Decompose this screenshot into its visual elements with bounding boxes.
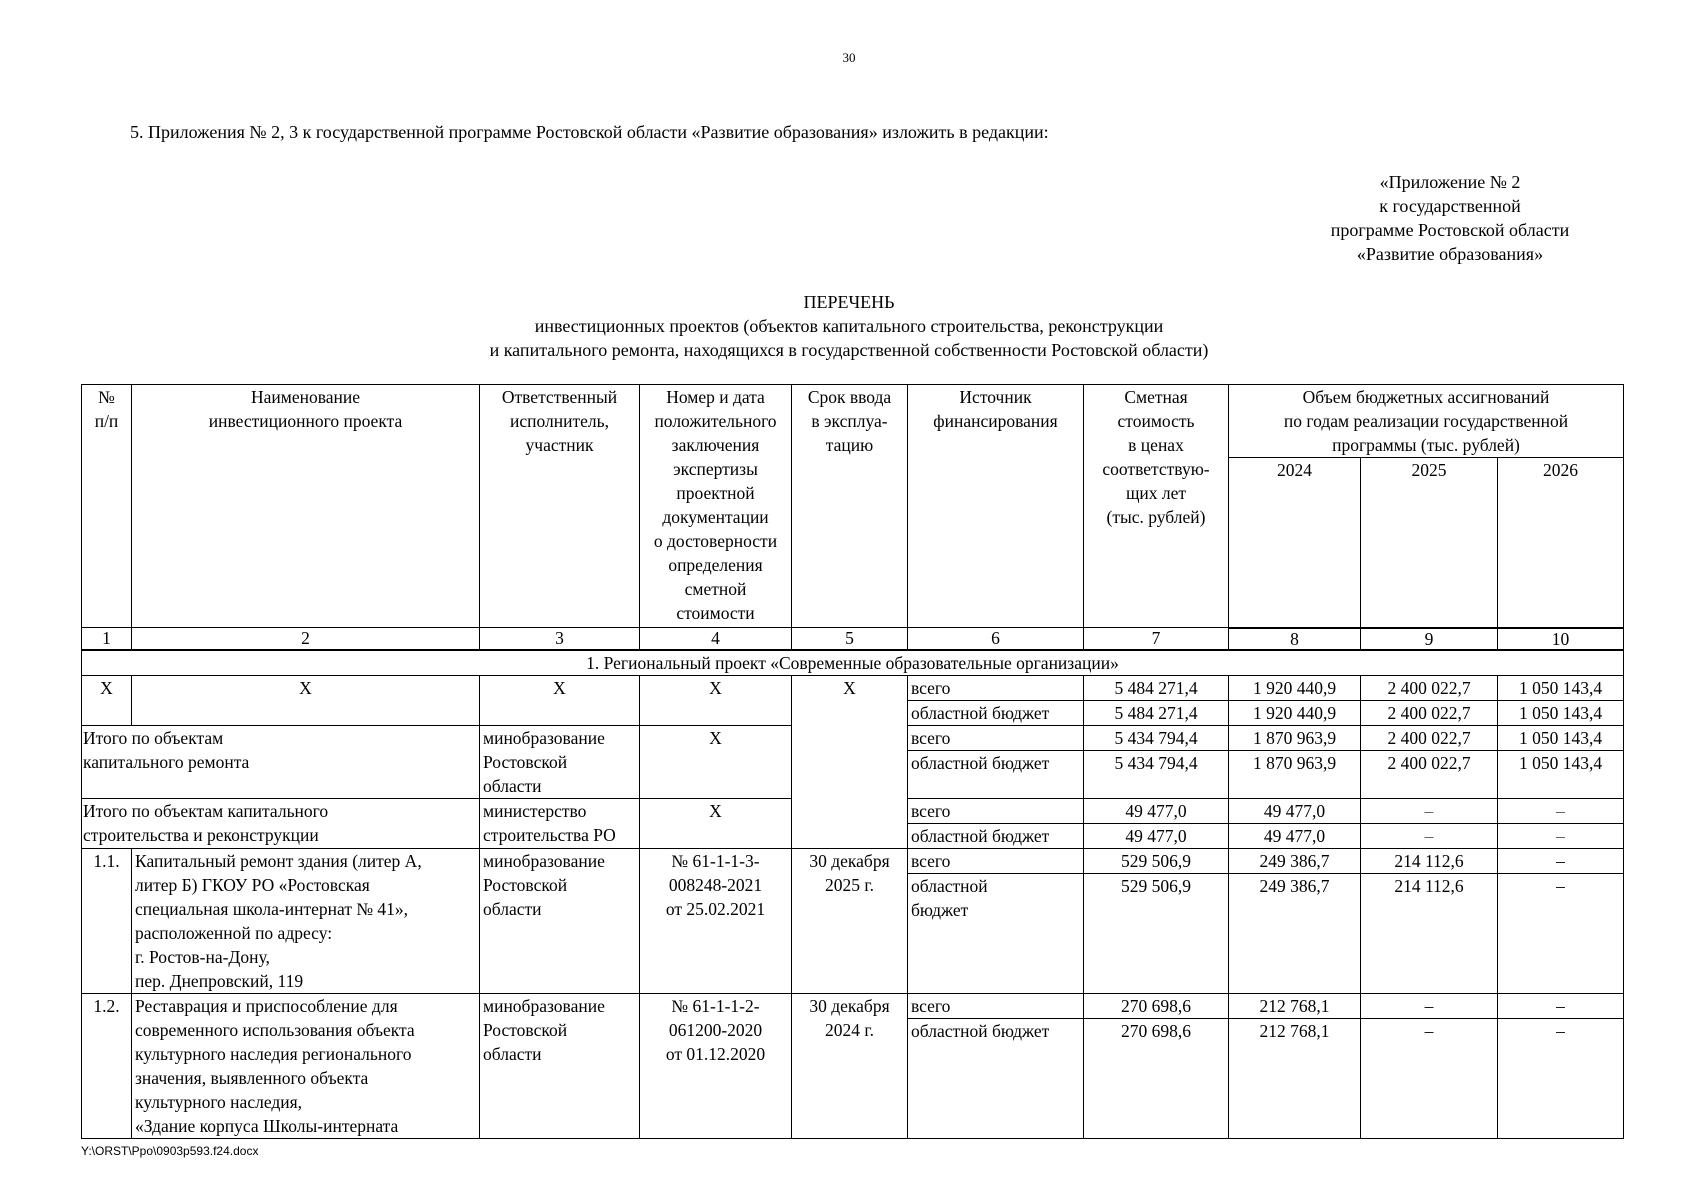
value-cell: 1 050 143,4	[1498, 700, 1624, 725]
value-cell: 49 477,0	[1229, 798, 1361, 823]
source-cell: всего	[908, 798, 1084, 823]
value-cell: –	[1498, 873, 1624, 993]
header-expertise: Номер и дата положительного заключения экспертизы проектной документации о достоверности определения сметной стоимости	[640, 385, 792, 628]
header-row	[82, 385, 1624, 458]
value-cell: 249 386,7	[1229, 873, 1361, 993]
value-cell: –	[1361, 993, 1498, 1018]
item-1-2-row-all	[82, 993, 1624, 1018]
item-name: Капитальный ремонт здания (литер А, литер Б) ГКОУ РО «Ростовская специальная школа-интернат № 41», расположенной по адресу: г. Ростов-на-Дону, пер. Днепровский, 119	[132, 848, 480, 993]
item-term: 30 декабря 2024 г.	[792, 993, 908, 1138]
value-cell: 249 386,7	[1229, 848, 1361, 873]
col-number: 9	[1361, 628, 1498, 650]
source-cell: областной бюджет	[908, 700, 1084, 725]
item-expertise: № 61-1-1-3- 008248-2021 от 25.02.2021	[640, 848, 792, 993]
col-number: 2	[132, 628, 480, 650]
value-cell: –	[1498, 1018, 1624, 1138]
document-title	[0, 290, 1698, 362]
value-cell: 49 477,0	[1084, 798, 1229, 823]
value-cell: –	[1498, 823, 1624, 848]
value-cell: 5 484 271,4	[1084, 700, 1229, 725]
col-number: 4	[640, 628, 792, 650]
value-cell: 49 477,0	[1229, 823, 1361, 848]
header-year-2024: 2024	[1229, 458, 1361, 628]
header-cost: Сметная стоимость в ценах соответствую- щих лет (тыс. рублей)	[1084, 385, 1229, 628]
value-cell: 2 400 022,7	[1361, 750, 1498, 798]
construction-executor: министерство строительства РО	[480, 798, 640, 848]
source-cell: всего	[908, 993, 1084, 1018]
header-term: Срок ввода в эксплуа- тацию	[792, 385, 908, 628]
header-num: № п/п	[82, 385, 132, 628]
x-mark: Х	[792, 675, 908, 848]
x-mark: Х	[82, 675, 132, 725]
source-cell: областной бюджет	[908, 823, 1084, 848]
header-year-2025: 2025	[1361, 458, 1498, 628]
section-row	[82, 650, 1624, 676]
value-cell: 270 698,6	[1084, 993, 1229, 1018]
repair-total-name: Итого по объектам капитального ремонта	[82, 725, 480, 798]
col-number: 5	[792, 628, 908, 650]
appendix-line: «Развитие образования»	[1356, 244, 1544, 264]
value-cell: 5 434 794,4	[1084, 750, 1229, 798]
x-mark: Х	[640, 675, 792, 725]
value-cell: 214 112,6	[1361, 873, 1498, 993]
source-cell: областной бюджет	[908, 750, 1084, 798]
source-cell: всего	[908, 725, 1084, 750]
appendix-line: программе Ростовской области	[1330, 220, 1570, 240]
header-name: Наименование инвестиционного проекта	[132, 385, 480, 628]
col-number: 6	[908, 628, 1084, 650]
value-cell: 212 768,1	[1229, 993, 1361, 1018]
title-line: и капитального ремонта, находящихся в государственной собственности Ростовской области)	[489, 340, 1209, 360]
column-numbers-row	[82, 628, 1624, 650]
value-cell: 1 870 963,9	[1229, 725, 1361, 750]
investment-projects-table-wrapper	[81, 384, 1624, 1139]
section-title: 1. Региональный проект «Современные образовательные организации»	[82, 650, 1624, 676]
value-cell: 212 768,1	[1229, 1018, 1361, 1138]
value-cell: 270 698,6	[1084, 1018, 1229, 1138]
source-cell: всего	[908, 848, 1084, 873]
value-cell: 1 920 440,9	[1229, 675, 1361, 700]
value-cell: 214 112,6	[1361, 848, 1498, 873]
value-cell: 1 050 143,4	[1498, 725, 1624, 750]
repair-executor: минобразование Ростовской области	[480, 725, 640, 798]
value-cell: –	[1498, 798, 1624, 823]
appendix-line: к государственной	[1379, 196, 1521, 216]
value-cell: 1 920 440,9	[1229, 700, 1361, 725]
item-executor: минобразование Ростовской области	[480, 848, 640, 993]
col-number: 3	[480, 628, 640, 650]
item-number: 1.1.	[82, 848, 132, 993]
source-cell: всего	[908, 675, 1084, 700]
value-cell: 529 506,9	[1084, 873, 1229, 993]
value-cell: 5 434 794,4	[1084, 725, 1229, 750]
item-number: 1.2.	[82, 993, 132, 1138]
source-cell: областной бюджет	[908, 1018, 1084, 1138]
header-budget: Объем бюджетных ассигнований по годам реализации государственной программы (тыс. рублей)	[1229, 385, 1624, 458]
appendix-line: «Приложение № 2	[1379, 172, 1521, 192]
value-cell: 1 050 143,4	[1498, 750, 1624, 798]
x-mark: Х	[640, 725, 792, 798]
footer-file-path: Y:\ORST\Ppo\0903p593.f24.docx	[81, 1144, 259, 1158]
value-cell: 2 400 022,7	[1361, 700, 1498, 725]
value-cell: 49 477,0	[1084, 823, 1229, 848]
header-source: Источник финансирования	[908, 385, 1084, 628]
value-cell: –	[1498, 993, 1624, 1018]
title-line: инвестиционных проектов (объектов капитального строительства, реконструкции	[534, 316, 1164, 336]
x-mark: Х	[640, 798, 792, 848]
value-cell: –	[1498, 848, 1624, 873]
value-cell: 1 050 143,4	[1498, 675, 1624, 700]
value-cell: –	[1361, 798, 1498, 823]
x-mark: Х	[132, 675, 480, 725]
value-cell: 1 870 963,9	[1229, 750, 1361, 798]
construction-total-name: Итого по объектам капитального строительства и реконструкции	[82, 798, 480, 848]
item-executor: минобразование Ростовской области	[480, 993, 640, 1138]
col-number: 1	[82, 628, 132, 650]
value-cell: 529 506,9	[1084, 848, 1229, 873]
x-mark: Х	[480, 675, 640, 725]
investment-projects-table	[81, 384, 1624, 1139]
item-1-1-row-all	[82, 848, 1624, 873]
item-name: Реставрация и приспособление для современного использования объекта культурного наследия регионального значения, выявленного объекта культурного наследия, «Здание корпуса Школы-интерната	[132, 993, 480, 1138]
value-cell: –	[1361, 823, 1498, 848]
header-year-2026: 2026	[1498, 458, 1624, 628]
col-number: 8	[1229, 628, 1361, 650]
item-expertise: № 61-1-1-2- 061200-2020 от 01.12.2020	[640, 993, 792, 1138]
value-cell: –	[1361, 1018, 1498, 1138]
value-cell: 2 400 022,7	[1361, 725, 1498, 750]
source-cell: областной бюджет	[908, 873, 1084, 993]
intro-paragraph: 5. Приложения № 2, 3 к государственной программе Ростовской области «Развитие образования» изложить в редакции:	[130, 122, 1049, 142]
header-executor: Ответственный исполнитель, участник	[480, 385, 640, 628]
item-term: 30 декабря 2025 г.	[792, 848, 908, 993]
appendix-reference	[1320, 170, 1580, 266]
total-row-all	[82, 675, 1624, 700]
col-number: 7	[1084, 628, 1229, 650]
value-cell: 2 400 022,7	[1361, 675, 1498, 700]
title-line: ПЕРЕЧЕНЬ	[803, 292, 895, 312]
page-number: 30	[842, 50, 856, 65]
col-number: 10	[1498, 628, 1624, 650]
value-cell: 5 484 271,4	[1084, 675, 1229, 700]
